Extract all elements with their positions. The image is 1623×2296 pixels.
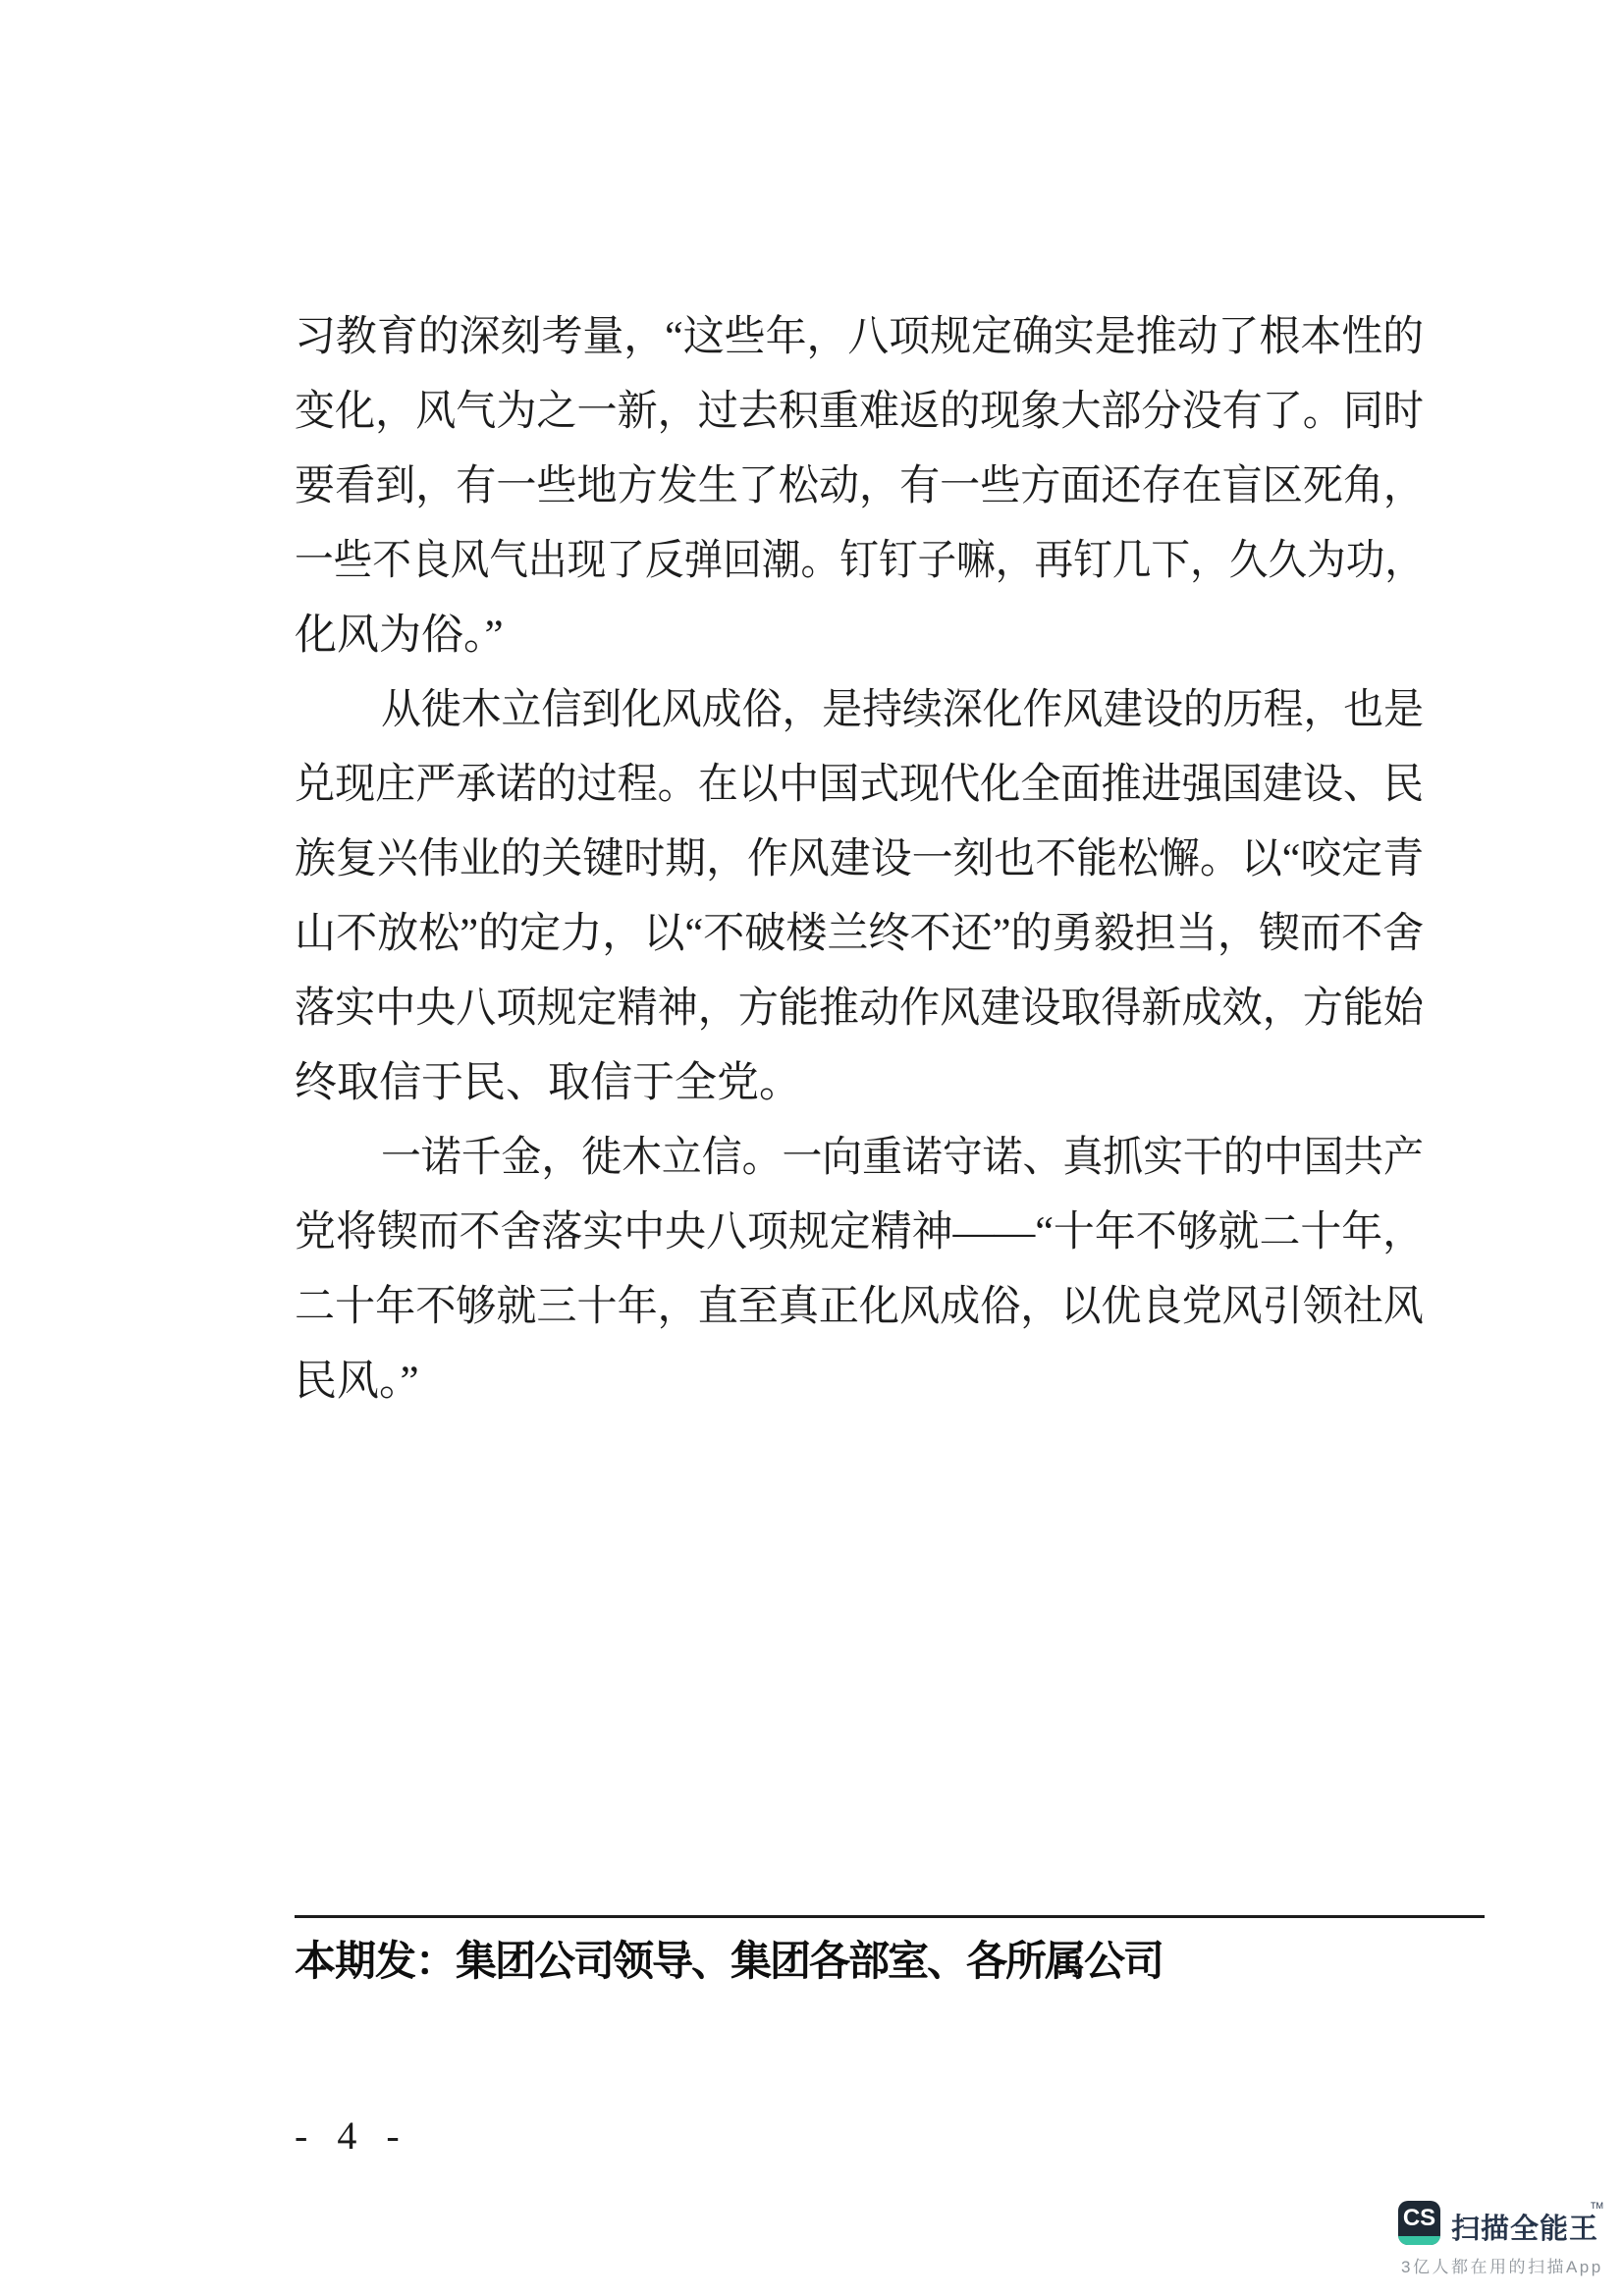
body-line: 党将锲而不舍落实中央八项规定精神——“十年不够就二十年， bbox=[295, 1209, 1425, 1255]
cs-logo-teal-strip bbox=[1398, 2236, 1440, 2245]
body-line: 民风。” bbox=[295, 1359, 419, 1405]
body-line: 落实中央八项规定精神，方能推动作风建设取得新成效，方能始 bbox=[295, 986, 1424, 1032]
body-line: 二十年不够就三十年，直至真正化风成俗，以优良党风引领社风 bbox=[295, 1284, 1424, 1330]
distribution-note bbox=[295, 1936, 1492, 1989]
body-line: 终取信于民、取信于全党。 bbox=[295, 1060, 801, 1106]
body-line: 化风为俗。” bbox=[295, 613, 504, 659]
distribution-list: 集团公司领导、集团各部室、各所属公司 bbox=[456, 1940, 1163, 1985]
camscanner-watermark bbox=[1398, 2201, 1614, 2279]
body-line: 变化，风气为之一新，过去积重难返的现象大部分没有了。同时 bbox=[295, 389, 1424, 435]
page-number: - 4 - bbox=[295, 2113, 402, 2158]
trademark-mark: TM bbox=[1591, 2201, 1603, 2211]
body-line: 从徙木立信到化风成俗，是持续深化作风建设的历程，也是 bbox=[381, 687, 1424, 733]
camscanner-tagline: 3亿人都在用的扫描App bbox=[1401, 2258, 1603, 2276]
footer-divider bbox=[295, 1915, 1485, 1918]
body-line: 要看到，有一些地方发生了松动，有一些方面还存在盲区死角， bbox=[295, 463, 1424, 509]
cs-letters: CS bbox=[1402, 2205, 1436, 2231]
body-line: 一诺千金，徙木立信。一向重诺守诺、真抓实干的中国共产 bbox=[381, 1135, 1424, 1181]
camscanner-logo-icon bbox=[1398, 2201, 1440, 2245]
camscanner-app-name: 扫描全能王 bbox=[1451, 2214, 1599, 2245]
body-line: 山不放松”的定力，以“不破楼兰终不还”的勇毅担当，锲而不舍 bbox=[295, 911, 1425, 957]
body-line: 族复兴伟业的关键时期，作风建设一刻也不能松懈。以“咬定青 bbox=[295, 836, 1425, 882]
distribution-label: 本期发： bbox=[295, 1938, 457, 1984]
document-body bbox=[295, 300, 1424, 1419]
body-line: 兑现庄严承诺的过程。在以中国式现代化全面推进强国建设、民 bbox=[295, 762, 1424, 808]
body-line: 一些不良风气出现了反弹回潮。钉钉子嘛，再钉几下，久久为功， bbox=[295, 538, 1424, 584]
body-line: 习教育的深刻考量，“这些年，八项规定确实是推动了根本性的 bbox=[295, 314, 1425, 360]
